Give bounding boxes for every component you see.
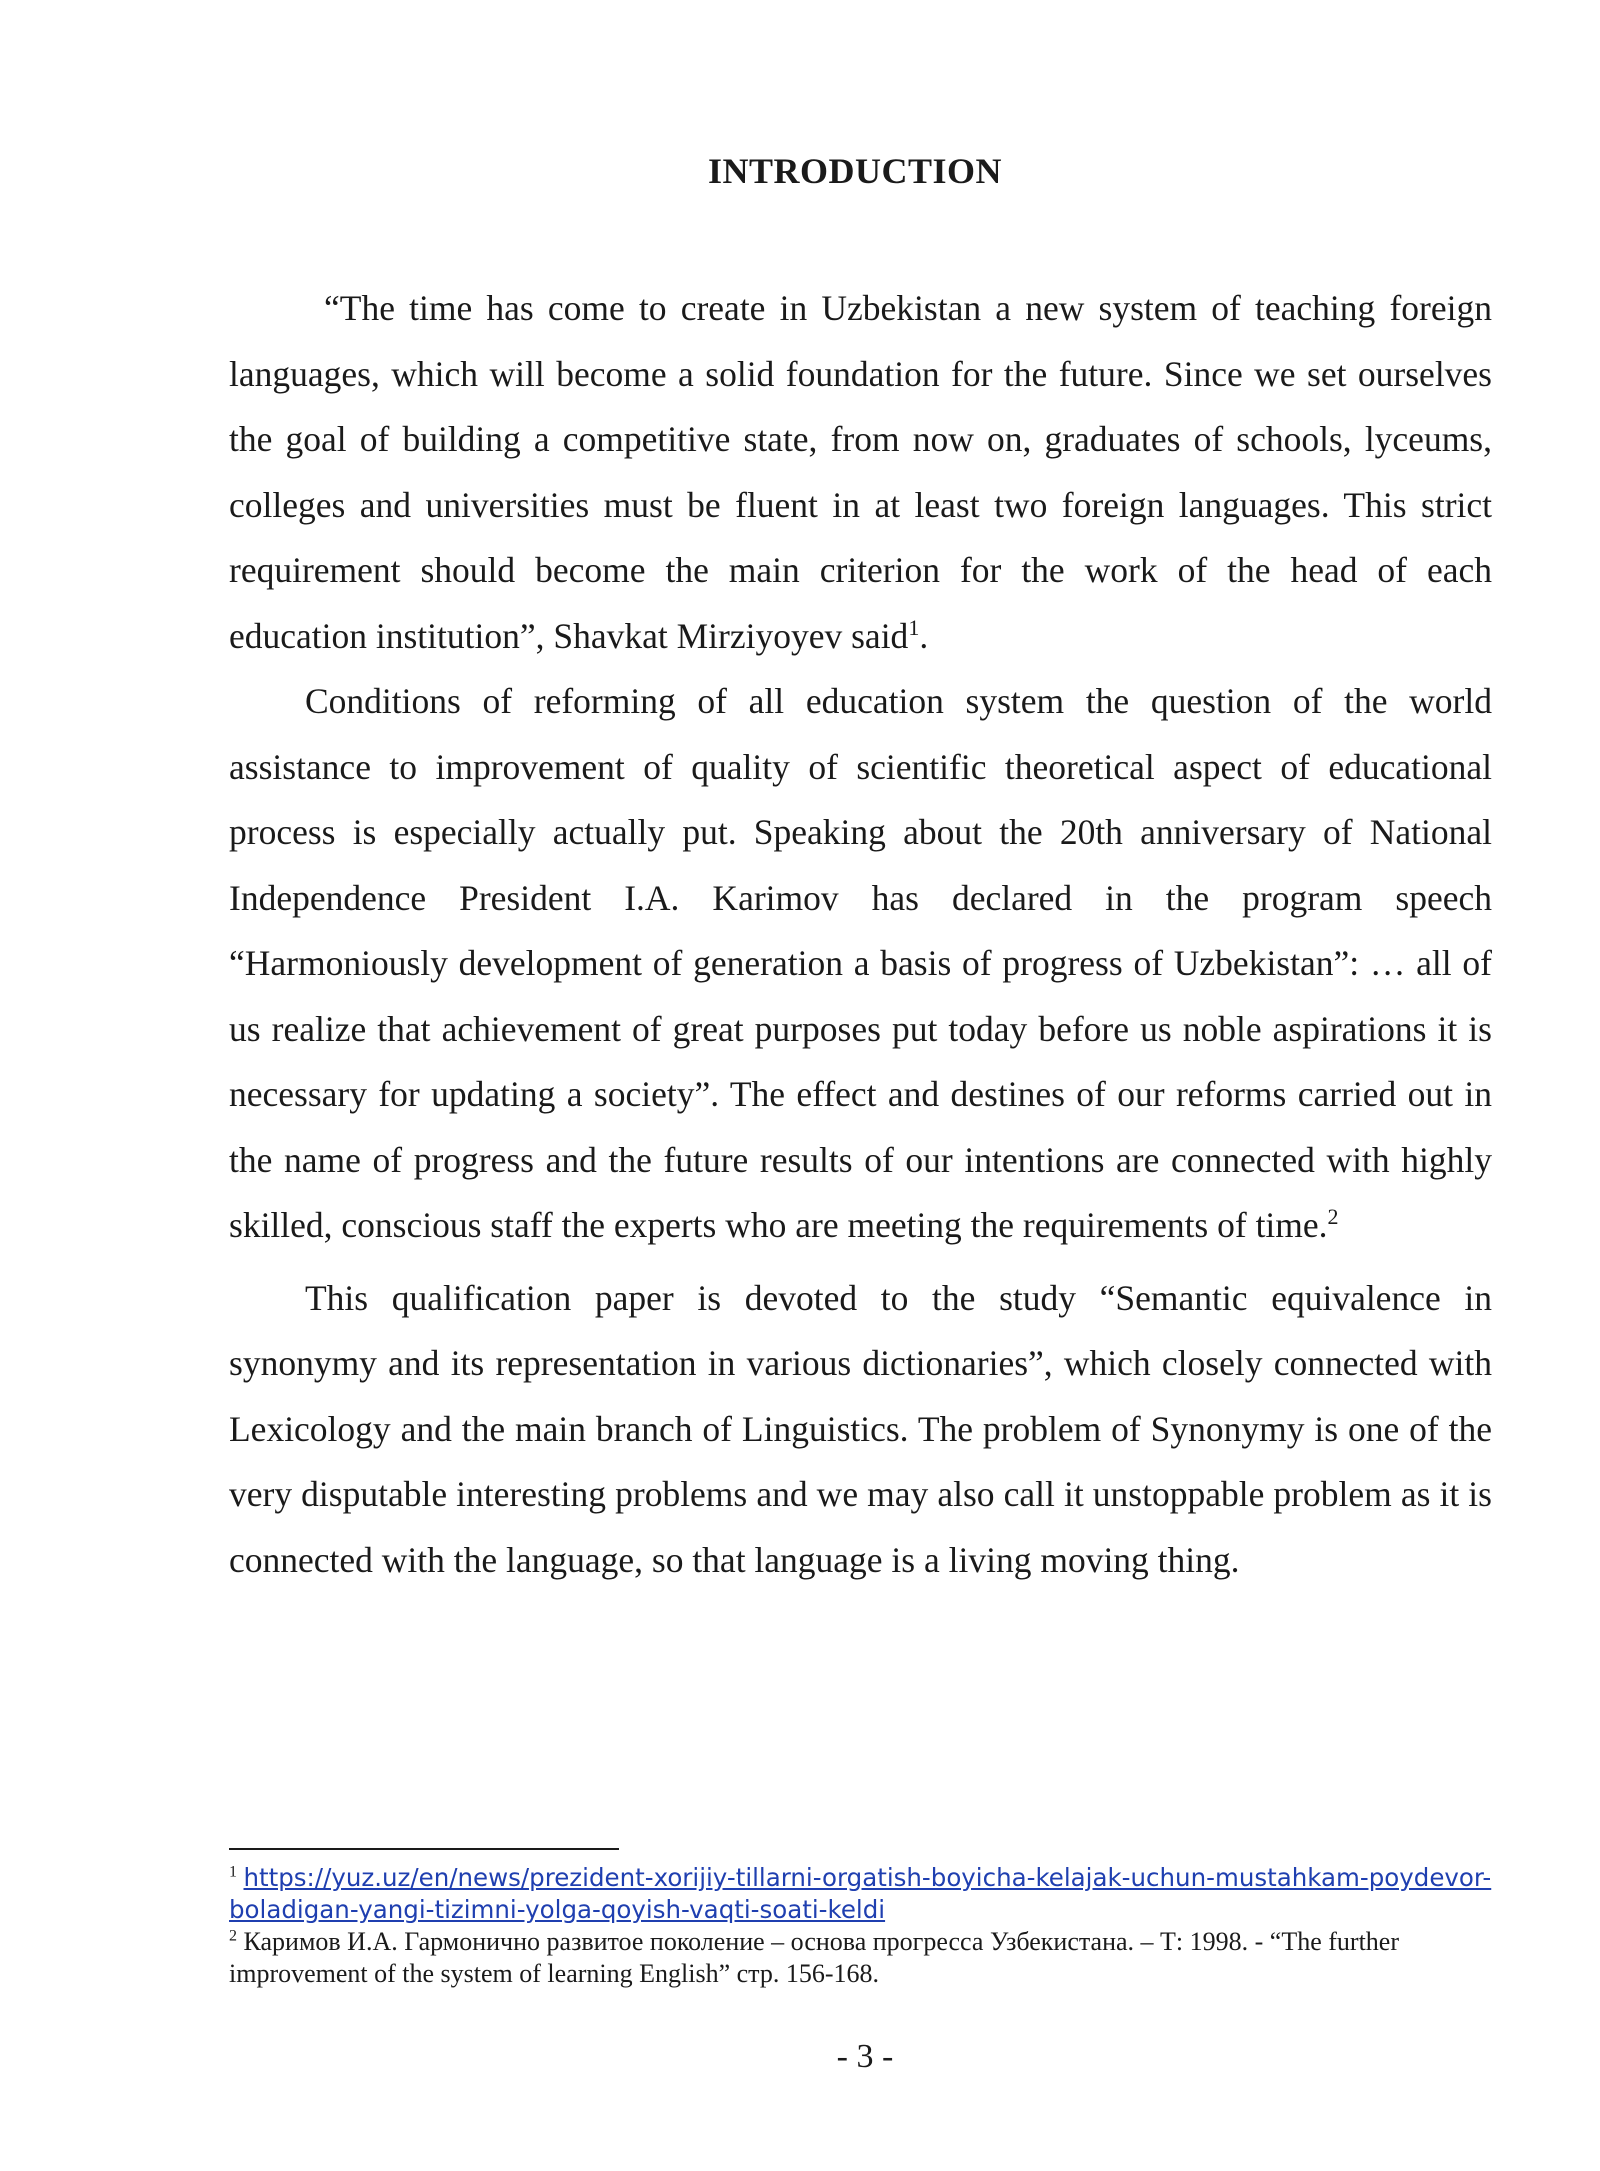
paragraph-1-text: “The time has come to create in Uzbekistan a new system of teaching foreign languages, which will become a solid foundation for the future. Since we set ourselves the goal of building a competitive state, from now on, graduates of schools, lyceums, colleges and universities must be fluent in at least two foreign languages. This strict requirement should become the main criterion for the work of the head of each education institution”, Shavkat Mirziyoyev said: [229, 288, 1492, 656]
paragraph-1-tail: .: [919, 615, 929, 656]
footnote-ref-1[interactable]: 1: [908, 614, 920, 640]
footnotes: [229, 1862, 1492, 1990]
paragraph-quote: [229, 276, 1492, 669]
paragraph-3-text: This qualification paper is devoted to the study “Semantic equivalence in synonymy and its representation in various dictionaries”, which closely connected with Lexicology and the main branch of Linguistics. The problem of Synonymy is one of the very disputable interesting problems and we may also call it unstoppable problem as it is connected with the language, so that language is a living moving thing.: [229, 1277, 1492, 1580]
footnote-separator: [229, 1848, 619, 1850]
paragraph-reform: [229, 669, 1492, 1259]
paragraph-2-text: Conditions of reforming of all education system the question of the world assistance to improvement of quality of scientific theoretical aspect of educational process is especially actually put. Speaking about the 20th anniversary of National Independence President I.A. Karimov has declared in the program speech “Harmoniously development of generation a basis of progress of Uzbekistan”: … all of us realize that achievement of great purposes put today before us noble aspirations it is necessary for updating a society”. The effect and destines of our reforms carried out in the name of progress and the future results of our intentions are connected with highly skilled, conscious staff the experts who are meeting the requirements of time.: [229, 681, 1492, 1245]
footnote-2-text: Каримов И.А. Гармонично развитое поколение – основа прогресса Узбекистана. – Т: 1998. - “The further improvement of the system of learning English” стр. 156-168.: [229, 1927, 1400, 1988]
footnote-ref-2[interactable]: 2: [1327, 1204, 1339, 1230]
footnote-2: [229, 1926, 1492, 1990]
footnote-1: [229, 1862, 1492, 1926]
body-text: [229, 276, 1492, 1593]
footnote-1-mark: 1: [229, 1863, 237, 1881]
page-title: INTRODUCTION: [707, 151, 1003, 191]
paragraph-thesis: [229, 1266, 1492, 1594]
footnote-1-link[interactable]: https://yuz.uz/en/news/prezident-xorijiy-tillarni-orgatish-boyicha-kelajak-uchun-mustahkam-poydevor-boladigan-yangi-tizimni-yolga-qoyish-vaqti-soati-keldi: [229, 1863, 1492, 1924]
footnote-2-mark: 2: [229, 1927, 237, 1945]
page-number: - 3 -: [836, 2038, 894, 2075]
